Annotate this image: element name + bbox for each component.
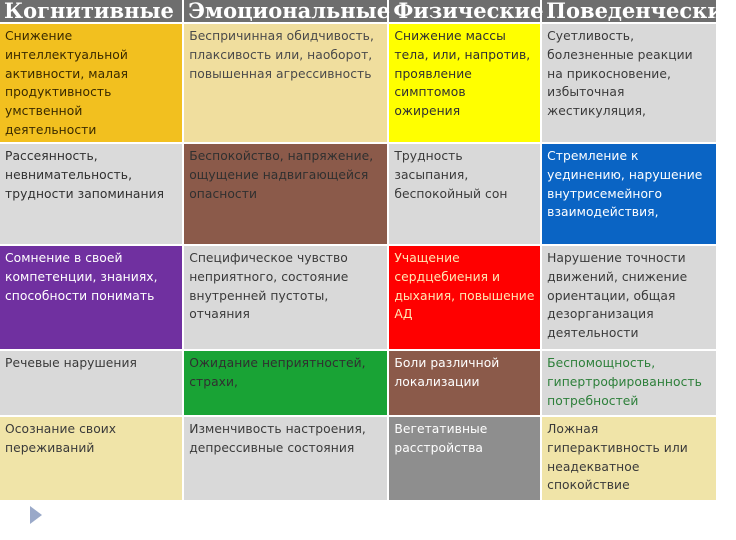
- cell-behavioral: Нарушение точности движений, снижение ориентации, общая дезорганизация деятельности: [542, 246, 716, 349]
- cell-physical: Снижение массы тела, или, напротив, проявление симптомов ожирения: [389, 24, 540, 142]
- cell-behavioral: Суетливость, болезненные реакции на прикосновение, избыточная жестикуляция,: [542, 24, 716, 142]
- cell-physical: Учащение сердцебиения и дыхания, повышение АД: [389, 246, 540, 349]
- table-row: [0, 351, 716, 415]
- cell-emotional: Ожидание неприятностей, страхи,: [184, 351, 387, 415]
- cell-physical: Боли различной локализации: [389, 351, 540, 415]
- cell-emotional: Специфическое чувство неприятного, состояние внутренней пустоты, отчаяния: [184, 246, 387, 349]
- cell-physical: Вегетативные расстройства: [389, 417, 540, 500]
- table-row: [0, 24, 716, 142]
- cell-cognitive: Сомнение в своей компетенции, знаниях, способности понимать: [0, 246, 182, 349]
- cell-behavioral: Ложная гиперактивность или неадекватное спокойствие: [542, 417, 716, 500]
- triangle-right-icon[interactable]: [28, 504, 44, 526]
- header-cognitive: Когнитивные: [0, 0, 182, 22]
- cell-cognitive: Речевые нарушения: [0, 351, 182, 415]
- cell-behavioral: Стремление к уединению, нарушение внутрисемейного взаимодействия,: [542, 144, 716, 244]
- header-physical: Физические: [389, 0, 540, 22]
- cell-cognitive: Рассеянность, невнимательность, трудности запоминания: [0, 144, 182, 244]
- table-row: [0, 246, 716, 349]
- cell-behavioral: Беспомощность, гипертрофированность потребностей: [542, 351, 716, 415]
- header-behavioral: Поведенческие: [542, 0, 716, 22]
- table-row: [0, 417, 716, 500]
- table-row: [0, 144, 716, 244]
- cell-emotional: Изменчивость настроения, депрессивные состояния: [184, 417, 387, 500]
- cell-emotional: Беспричинная обидчивость, плаксивость или, наоборот, повышенная агрессивность: [184, 24, 387, 142]
- header-row: [0, 0, 716, 22]
- cell-emotional: Беспокойство, напряжение, ощущение надвигающейся опасности: [184, 144, 387, 244]
- header-emotional: Эмоциональные: [184, 0, 387, 22]
- cell-physical: Трудность засыпания, беспокойный сон: [389, 144, 540, 244]
- cell-cognitive: Осознание своих переживаний: [0, 417, 182, 500]
- cell-cognitive: Снижение интеллектуальной активности, малая продуктивность умственной деятельности: [0, 24, 182, 142]
